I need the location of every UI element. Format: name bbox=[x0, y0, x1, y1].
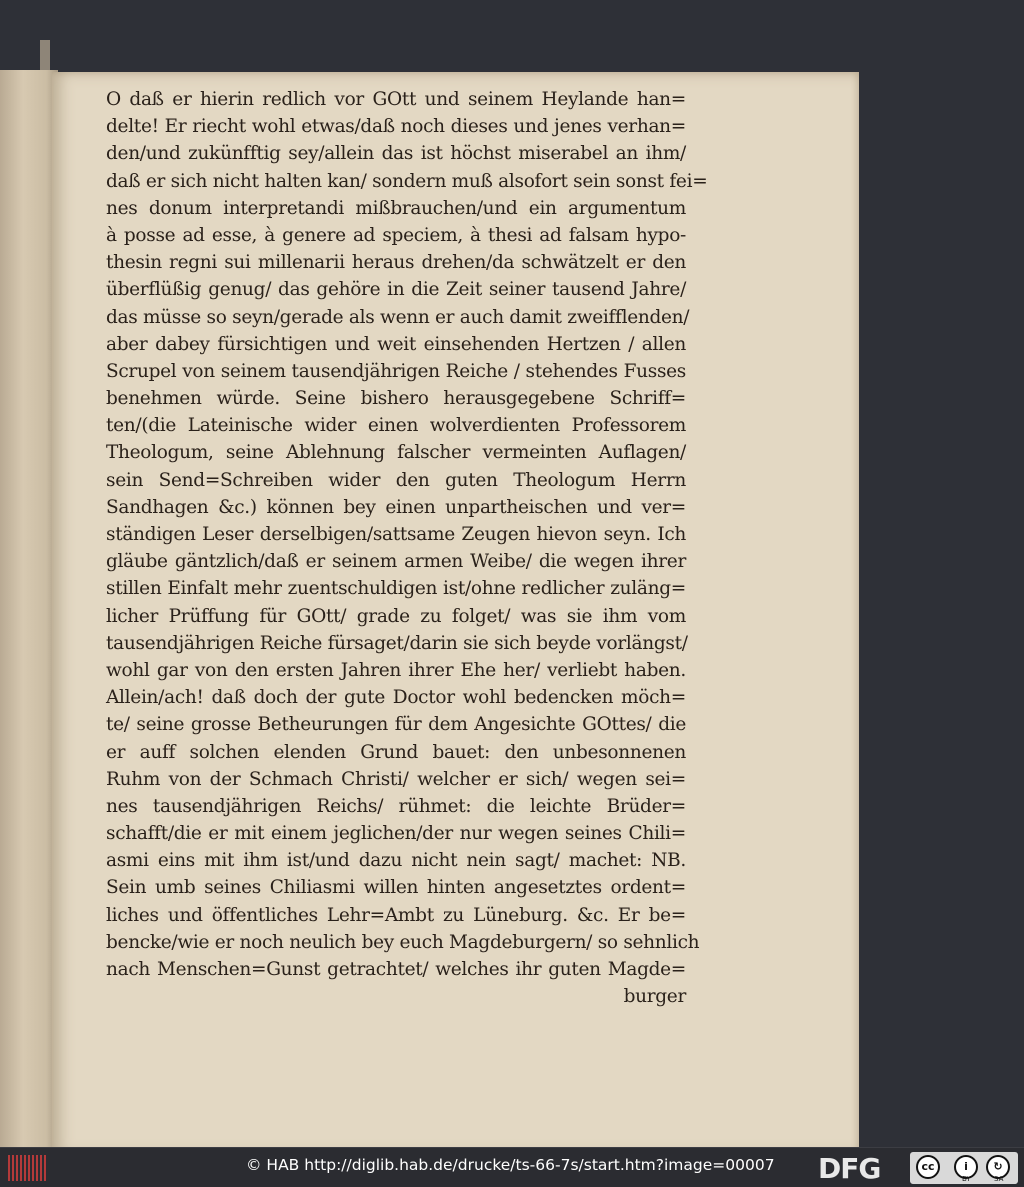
text-line: Scrupel von seinem tausendjährigen Reiche / stehendes Fusses bbox=[106, 360, 686, 382]
text-line: benehmen würde. Seine bishero herausgegebene Schriff= bbox=[106, 388, 686, 410]
text-line: Theologum, seine Ablehnung falscher vermeinten Auflagen/ bbox=[106, 442, 686, 464]
text-line: nach Menschen=Gunst getrachtet/ welches ihr guten Magde= bbox=[106, 959, 686, 980]
text-line: daß er sich nicht halten kan/ sondern muß alsofort sein sonst fei= bbox=[106, 170, 708, 192]
text-line: à posse ad esse, à genere ad speciem, à thesi ad falsam hypo- bbox=[106, 224, 686, 246]
text-line: thesin regni sui millenarii heraus drehen/da schwätzelt er den bbox=[106, 252, 686, 274]
text-line: das müsse so seyn/gerade als wenn er auch damit zweifflenden/ bbox=[106, 306, 690, 328]
text-line: Sein umb seines Chiliasmi willen hinten angesetztes ordent= bbox=[106, 877, 686, 899]
text-line: gläube gäntzlich/daß er seinem armen Weibe/ die wegen ihrer bbox=[106, 551, 686, 573]
text-line: O daß er hierin redlich vor GOtt und seinem Heylande han= bbox=[106, 89, 686, 110]
text-line: Sandhagen &c.) können bey einen unpartheischen und ver= bbox=[106, 496, 686, 518]
book-edge bbox=[40, 40, 50, 70]
license-sa-label: SA bbox=[994, 1175, 1004, 1183]
text-line: te/ seine grosse Betheurungen für dem Angesichte GOttes/ die bbox=[106, 714, 686, 736]
text-line: den/und zukünfftig sey/allein das ist höchst miserabel an ihm/ bbox=[106, 143, 686, 165]
license-by-label: BY bbox=[962, 1175, 971, 1183]
text-line: stillen Einfalt mehr zuentschuldigen ist/ohne redlicher zuläng= bbox=[106, 578, 686, 600]
text-line: burger bbox=[623, 986, 686, 1008]
text-line: nes tausendjährigen Reichs/ rühmet: die leichte Brüder= bbox=[106, 795, 686, 817]
share-alike-icon: ↻ bbox=[986, 1155, 1010, 1179]
text-line: überflüßig genug/ das gehöre in die Zeit seiner tausend Jahre/ bbox=[106, 279, 686, 301]
text-line: schafft/die er mit einem jeglichen/der nur wegen seines Chili= bbox=[106, 823, 686, 845]
viewer-footer bbox=[0, 1147, 1024, 1187]
text-line: asmi eins mit ihm ist/und dazu nicht nein sagt/ machet: NB. bbox=[106, 850, 686, 872]
text-line: nes donum interpretandi mißbrauchen/und ein argumentum bbox=[106, 197, 686, 219]
text-line: ten/(die Lateinische wider einen wolverdienten Professorem bbox=[106, 415, 686, 437]
text-line: ständigen Leser derselbigen/sattsame Zeugen hievon seyn. Ich bbox=[106, 524, 686, 545]
text-line: liches und öffentliches Lehr=Ambt zu Lüneburg. &c. Er be= bbox=[106, 904, 686, 926]
text-line: wohl gar von den ersten Jahren ihrer Ehe her/ verliebt haben. bbox=[106, 659, 686, 681]
attribution-icon: i bbox=[954, 1155, 978, 1179]
text-line: Allein/ach! daß doch der gute Doctor wohl bedencken möch= bbox=[106, 687, 686, 709]
text-line: delte! Er riecht wohl etwas/daß noch dieses und jenes verhan= bbox=[106, 116, 686, 138]
text-line: licher Prüffung für GOtt/ grade zu folget/ was sie ihm vom bbox=[106, 605, 686, 627]
page-text bbox=[106, 86, 708, 1010]
text-line: aber dabey fürsichtigen und weit einsehenden Hertzen / allen bbox=[106, 333, 686, 355]
text-line: tausendjährigen Reiche fürsaget/darin sie sich beyde vorlängst/ bbox=[106, 632, 688, 654]
text-line: bencke/wie er noch neulich bey euch Magdeburgern/ so sehnlich bbox=[106, 931, 700, 953]
facing-page-edge bbox=[0, 70, 58, 1155]
text-line: er auff solchen elenden Grund bauet: den unbesonnenen bbox=[106, 741, 686, 763]
copyright-url[interactable]: © HAB http://diglib.hab.de/drucke/ts-66-7s/start.htm?image=00007 bbox=[246, 1156, 775, 1174]
text-line: sein Send=Schreiben wider den guten Theologum Herrn bbox=[106, 469, 686, 491]
text-line: Ruhm von der Schmach Christi/ welcher er sich/ wegen sei= bbox=[106, 768, 686, 790]
dfg-logo: DFG bbox=[818, 1152, 881, 1185]
hab-logo-icon bbox=[8, 1155, 48, 1181]
cc-icon: cc bbox=[916, 1155, 940, 1179]
cc-license-badge[interactable] bbox=[910, 1152, 1018, 1184]
